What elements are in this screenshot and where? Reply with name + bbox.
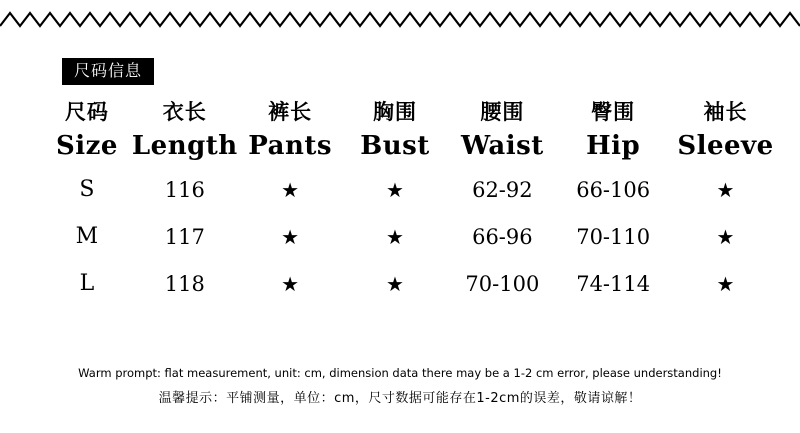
cell-length: 118 — [164, 271, 205, 296]
table-header-row-cn — [42, 96, 782, 126]
warm-prompt-cn: 温馨提示：平铺测量，单位：cm，尺寸数据可能存在1-2cm的误差，敬请谅解！ — [158, 391, 642, 406]
col-header-cn-pants: 裤长 — [268, 100, 313, 124]
col-header-en-hip: Hip — [586, 131, 641, 161]
col-header-cn-waist: 腰围 — [480, 100, 525, 124]
cell-pants: ★ — [281, 271, 300, 296]
cell-sleeve: ★ — [716, 177, 735, 202]
col-header-en-waist: Waist — [460, 131, 544, 161]
cell-size: M — [75, 224, 99, 249]
footer-notes — [0, 366, 800, 406]
cell-bust: ★ — [386, 224, 404, 249]
col-header-cn-length: 衣长 — [162, 100, 207, 124]
size-info-title: 尺码信息 — [62, 58, 154, 85]
cell-length: 117 — [164, 224, 205, 249]
cell-sleeve: ★ — [716, 224, 735, 249]
cell-pants: ★ — [281, 224, 300, 249]
col-header-en-size: Size — [55, 131, 118, 161]
table-row — [42, 260, 782, 307]
cell-waist: 62-92 — [472, 177, 533, 202]
size-chart-table — [42, 96, 782, 307]
table-row — [42, 166, 782, 213]
cell-pants: ★ — [281, 177, 300, 202]
cell-hip: 74-114 — [576, 271, 651, 296]
cell-waist: 66-96 — [472, 224, 533, 249]
col-header-en-pants: Pants — [248, 131, 333, 161]
col-header-cn-size: 尺码 — [64, 100, 109, 124]
cell-size: L — [79, 271, 95, 296]
col-header-en-length: Length — [131, 131, 238, 161]
cell-bust: ★ — [386, 271, 404, 296]
table-header-row-en — [42, 126, 782, 166]
col-header-en-bust: Bust — [360, 131, 430, 161]
col-header-en-sleeve: Sleeve — [677, 131, 774, 161]
zigzag-divider — [0, 10, 800, 28]
cell-length: 116 — [164, 177, 205, 202]
col-header-cn-bust: 胸围 — [373, 100, 417, 124]
cell-hip: 66-106 — [576, 177, 651, 202]
cell-waist: 70-100 — [465, 271, 540, 296]
cell-size: S — [79, 177, 95, 202]
warm-prompt-en: Warm prompt: flat measurement, unit: cm, dimension data there may be a 1-2 cm error, please understanding! — [78, 366, 722, 380]
table-row — [42, 213, 782, 260]
col-header-cn-sleeve: 袖长 — [703, 100, 748, 124]
cell-hip: 70-110 — [576, 224, 651, 249]
cell-sleeve: ★ — [716, 271, 735, 296]
cell-bust: ★ — [386, 177, 404, 202]
col-header-cn-hip: 臀围 — [591, 100, 636, 124]
